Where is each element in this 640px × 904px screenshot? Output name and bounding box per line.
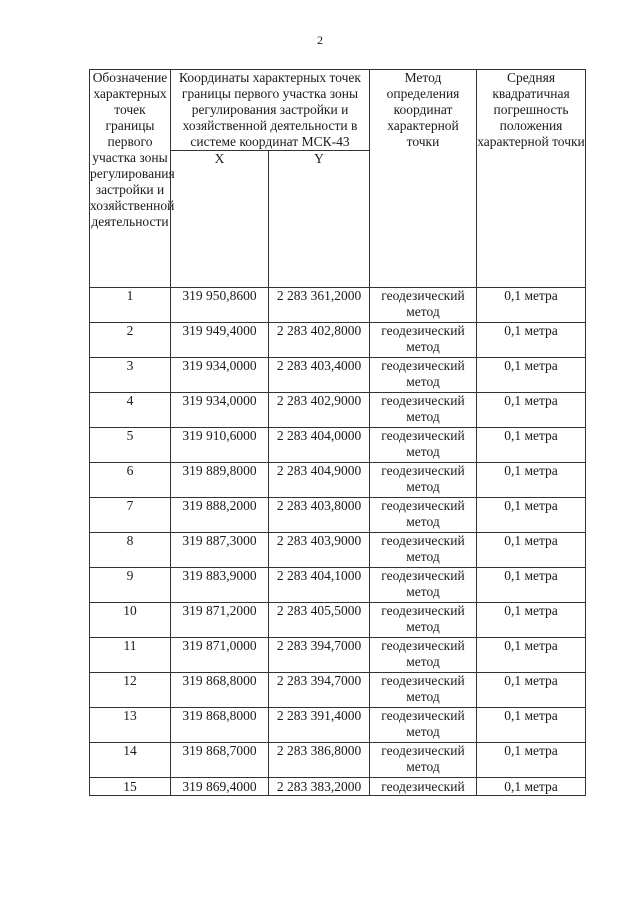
table-row — [90, 498, 586, 533]
y-coordinate-cell: 2 283 402,9000 — [269, 393, 370, 428]
table-row — [90, 358, 586, 393]
x-coordinate-cell: 319 950,8600 — [171, 288, 269, 323]
accuracy-cell: 0,1 метра — [477, 638, 586, 673]
accuracy-cell: 0,1 метра — [477, 533, 586, 568]
table-row — [90, 673, 586, 708]
point-number-cell: 13 — [90, 708, 171, 743]
point-number-cell: 3 — [90, 358, 171, 393]
y-coordinate-cell: 2 283 403,8000 — [269, 498, 370, 533]
method-cell: геодезический метод — [370, 498, 477, 533]
method-cell: геодезический метод — [370, 708, 477, 743]
method-cell: геодезический метод — [370, 463, 477, 498]
table-body — [90, 288, 586, 796]
table-row — [90, 568, 586, 603]
method-cell: геодезический метод — [370, 603, 477, 638]
y-coordinate-cell: 2 283 394,7000 — [269, 638, 370, 673]
accuracy-cell: 0,1 метра — [477, 358, 586, 393]
point-number-cell: 10 — [90, 603, 171, 638]
point-number-cell: 6 — [90, 463, 171, 498]
y-coordinate-cell: 2 283 404,0000 — [269, 428, 370, 463]
method-cell: геодезический метод — [370, 638, 477, 673]
header-point-designation: Обозначение характерных точек границы первого участка зоны регулирования застройки и хозяйственной деятельности — [90, 70, 171, 288]
coordinates-table — [89, 69, 586, 796]
point-number-cell: 15 — [90, 778, 171, 796]
y-coordinate-cell: 2 283 361,2000 — [269, 288, 370, 323]
point-number-cell: 1 — [90, 288, 171, 323]
x-coordinate-cell: 319 889,8000 — [171, 463, 269, 498]
table-row — [90, 638, 586, 673]
x-coordinate-cell: 319 868,7000 — [171, 743, 269, 778]
y-coordinate-cell: 2 283 404,9000 — [269, 463, 370, 498]
header-x: X — [171, 151, 269, 288]
method-cell: геодезический метод — [370, 673, 477, 708]
x-coordinate-cell: 319 887,3000 — [171, 533, 269, 568]
method-cell: геодезический метод — [370, 358, 477, 393]
x-coordinate-cell: 319 888,2000 — [171, 498, 269, 533]
accuracy-cell: 0,1 метра — [477, 463, 586, 498]
table-row — [90, 463, 586, 498]
method-cell: геодезический метод — [370, 568, 477, 603]
x-coordinate-cell: 319 871,0000 — [171, 638, 269, 673]
y-coordinate-cell: 2 283 403,9000 — [269, 533, 370, 568]
table-row — [90, 323, 586, 358]
y-coordinate-cell: 2 283 404,1000 — [269, 568, 370, 603]
point-number-cell: 9 — [90, 568, 171, 603]
table-row — [90, 603, 586, 638]
y-coordinate-cell: 2 283 386,8000 — [269, 743, 370, 778]
table-row — [90, 708, 586, 743]
y-coordinate-cell: 2 283 394,7000 — [269, 673, 370, 708]
table-row — [90, 743, 586, 778]
header-y: Y — [269, 151, 370, 288]
header-method: Метод определения координат характерной точки — [370, 70, 477, 288]
accuracy-cell: 0,1 метра — [477, 323, 586, 358]
point-number-cell: 8 — [90, 533, 171, 568]
x-coordinate-cell: 319 869,4000 — [171, 778, 269, 796]
y-coordinate-cell: 2 283 391,4000 — [269, 708, 370, 743]
point-number-cell: 14 — [90, 743, 171, 778]
point-number-cell: 5 — [90, 428, 171, 463]
method-cell: геодезический метод — [370, 533, 477, 568]
table-row — [90, 393, 586, 428]
y-coordinate-cell: 2 283 403,4000 — [269, 358, 370, 393]
x-coordinate-cell: 319 868,8000 — [171, 708, 269, 743]
method-cell: геодезический метод — [370, 743, 477, 778]
x-coordinate-cell: 319 949,4000 — [171, 323, 269, 358]
method-cell: геодезический метод — [370, 428, 477, 463]
accuracy-cell: 0,1 метра — [477, 568, 586, 603]
point-number-cell: 7 — [90, 498, 171, 533]
x-coordinate-cell: 319 868,8000 — [171, 673, 269, 708]
accuracy-cell: 0,1 метра — [477, 393, 586, 428]
point-number-cell: 12 — [90, 673, 171, 708]
x-coordinate-cell: 319 871,2000 — [171, 603, 269, 638]
table-row — [90, 533, 586, 568]
page-number: 2 — [317, 33, 323, 47]
point-number-cell: 4 — [90, 393, 171, 428]
point-number-cell: 2 — [90, 323, 171, 358]
accuracy-cell: 0,1 метра — [477, 498, 586, 533]
accuracy-cell: 0,1 метра — [477, 288, 586, 323]
method-cell: геодезический — [370, 778, 477, 796]
header-coordinates: Координаты характерных точек границы первого участка зоны регулирования застройки и хозяйственной деятельности в системе координат МСК-43 — [171, 70, 370, 151]
accuracy-cell: 0,1 метра — [477, 603, 586, 638]
accuracy-cell: 0,1 метра — [477, 708, 586, 743]
accuracy-cell: 0,1 метра — [477, 778, 586, 796]
method-cell: геодезический метод — [370, 393, 477, 428]
method-cell: геодезический метод — [370, 288, 477, 323]
x-coordinate-cell: 319 934,0000 — [171, 358, 269, 393]
x-coordinate-cell: 319 934,0000 — [171, 393, 269, 428]
header-accuracy: Средняя квадратичная погрешность положения характерной точки — [477, 70, 586, 288]
x-coordinate-cell: 319 883,9000 — [171, 568, 269, 603]
accuracy-cell: 0,1 метра — [477, 428, 586, 463]
point-number-cell: 11 — [90, 638, 171, 673]
table-row — [90, 778, 586, 796]
y-coordinate-cell: 2 283 405,5000 — [269, 603, 370, 638]
table-row — [90, 428, 586, 463]
y-coordinate-cell: 2 283 383,2000 — [269, 778, 370, 796]
y-coordinate-cell: 2 283 402,8000 — [269, 323, 370, 358]
method-cell: геодезический метод — [370, 323, 477, 358]
x-coordinate-cell: 319 910,6000 — [171, 428, 269, 463]
accuracy-cell: 0,1 метра — [477, 673, 586, 708]
accuracy-cell: 0,1 метра — [477, 743, 586, 778]
table-row — [90, 288, 586, 323]
